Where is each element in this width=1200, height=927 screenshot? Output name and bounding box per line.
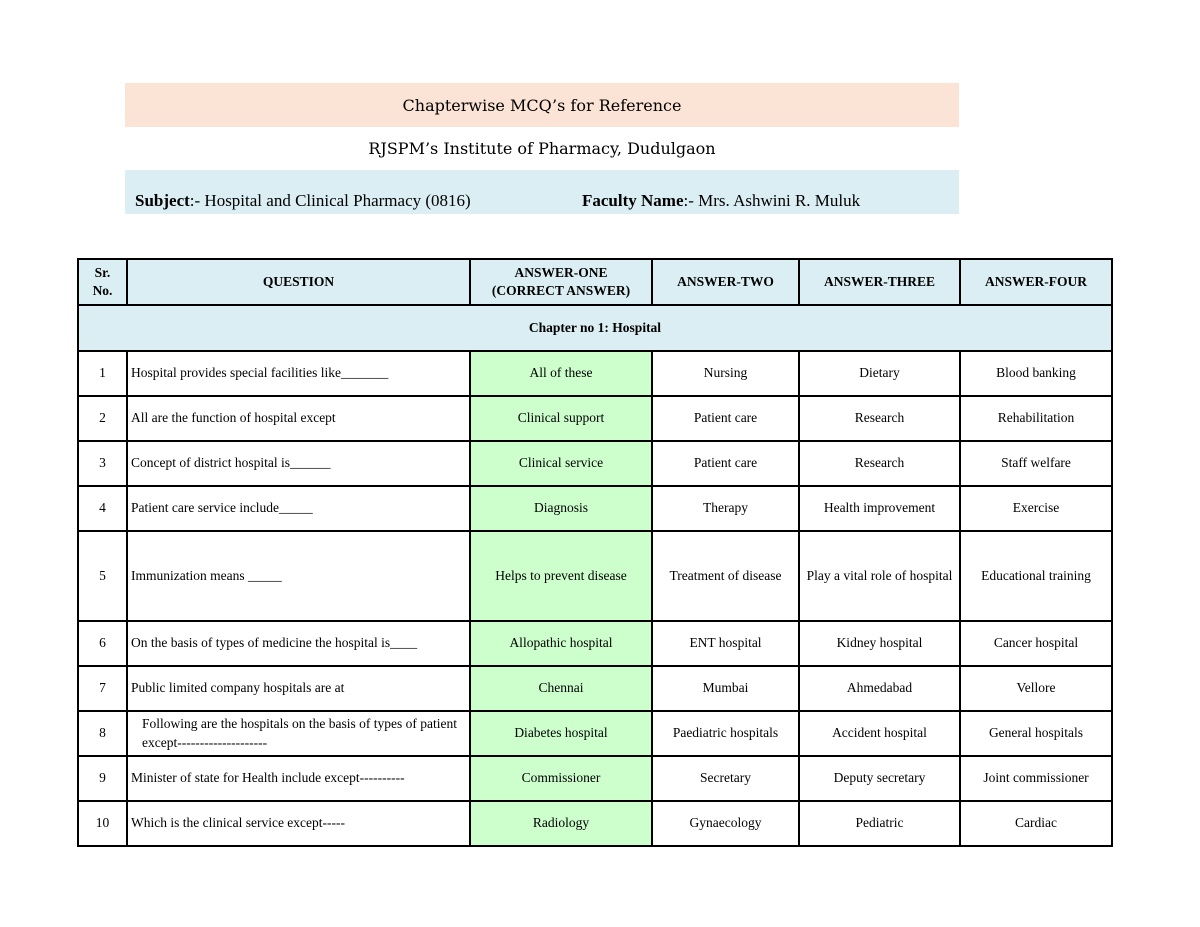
answer-three-cell: Health improvement: [799, 486, 960, 531]
answer-two-cell: Mumbai: [652, 666, 799, 711]
subject-line: [135, 191, 471, 211]
answer-four-cell: Rehabilitation: [960, 396, 1112, 441]
answer-four-cell: Joint commissioner: [960, 756, 1112, 801]
table-row: [78, 441, 1112, 486]
answer-three-cell: Dietary: [799, 351, 960, 396]
answer-two-cell: Treatment of disease: [652, 531, 799, 621]
correct-answer-cell: Diabetes hospital: [470, 711, 652, 756]
answer-two-cell: Therapy: [652, 486, 799, 531]
question-cell: Which is the clinical service except-----: [127, 801, 470, 846]
sr-cell: 10: [78, 801, 127, 846]
answer-four-cell: Exercise: [960, 486, 1112, 531]
question-cell: Concept of district hospital is______: [127, 441, 470, 486]
chapter-title: Chapter no 1: Hospital: [78, 305, 1112, 351]
answer-three-cell: Deputy secretary: [799, 756, 960, 801]
table-header-row: [78, 259, 1112, 305]
question-cell: Following are the hospitals on the basis of types of patient except--------------------: [127, 711, 470, 756]
table-row: [78, 486, 1112, 531]
col-header-sr: Sr. No.: [78, 259, 127, 305]
title-band: [125, 83, 959, 127]
answer-three-cell: Research: [799, 441, 960, 486]
question-cell: Patient care service include_____: [127, 486, 470, 531]
subject-label: Subject: [135, 191, 190, 210]
page-title: Chapterwise MCQ’s for Reference: [402, 95, 682, 115]
answer-two-cell: Paediatric hospitals: [652, 711, 799, 756]
answer-three-cell: Accident hospital: [799, 711, 960, 756]
sr-cell: 9: [78, 756, 127, 801]
faculty-line: [582, 191, 860, 211]
answer-two-cell: Gynaecology: [652, 801, 799, 846]
answer-three-cell: Kidney hospital: [799, 621, 960, 666]
subject-value: :- Hospital and Clinical Pharmacy (0816): [189, 191, 471, 210]
answer-four-cell: Cardiac: [960, 801, 1112, 846]
mcq-table: [77, 258, 1113, 847]
col-header-question: QUESTION: [127, 259, 470, 305]
sr-cell: 2: [78, 396, 127, 441]
table-row: [78, 801, 1112, 846]
sr-cell: 5: [78, 531, 127, 621]
institute-band: [125, 127, 959, 170]
answer-two-cell: Patient care: [652, 441, 799, 486]
answer-three-cell: Play a vital role of hospital: [799, 531, 960, 621]
correct-answer-cell: Radiology: [470, 801, 652, 846]
correct-answer-cell: Clinical service: [470, 441, 652, 486]
table-row: [78, 756, 1112, 801]
table-row: [78, 711, 1112, 756]
sr-cell: 8: [78, 711, 127, 756]
question-cell: Public limited company hospitals are at: [127, 666, 470, 711]
answer-four-cell: General hospitals: [960, 711, 1112, 756]
sr-cell: 1: [78, 351, 127, 396]
question-cell: All are the function of hospital except: [127, 396, 470, 441]
correct-answer-cell: Clinical support: [470, 396, 652, 441]
col-header-answer-one: ANSWER-ONE (CORRECT ANSWER): [470, 259, 652, 305]
answer-four-cell: Staff welfare: [960, 441, 1112, 486]
sr-cell: 3: [78, 441, 127, 486]
correct-answer-cell: Commissioner: [470, 756, 652, 801]
answer-two-cell: Patient care: [652, 396, 799, 441]
answer-four-cell: Blood banking: [960, 351, 1112, 396]
answer-three-cell: Pediatric: [799, 801, 960, 846]
answer-two-cell: ENT hospital: [652, 621, 799, 666]
table-row: [78, 351, 1112, 396]
correct-answer-cell: Chennai: [470, 666, 652, 711]
sr-cell: 4: [78, 486, 127, 531]
question-cell: Immunization means _____: [127, 531, 470, 621]
table-row: [78, 396, 1112, 441]
col-header-answer-four: ANSWER-FOUR: [960, 259, 1112, 305]
col-header-answer-three: ANSWER-THREE: [799, 259, 960, 305]
table-row: [78, 666, 1112, 711]
faculty-label: Faculty Name: [582, 191, 684, 210]
answer-four-cell: Vellore: [960, 666, 1112, 711]
chapter-row: [78, 305, 1112, 351]
table-row: [78, 531, 1112, 621]
question-cell: Minister of state for Health include except----------: [127, 756, 470, 801]
table-row: [78, 621, 1112, 666]
answer-two-cell: Secretary: [652, 756, 799, 801]
correct-answer-cell: Diagnosis: [470, 486, 652, 531]
sr-cell: 6: [78, 621, 127, 666]
correct-answer-cell: All of these: [470, 351, 652, 396]
answer-four-cell: Cancer hospital: [960, 621, 1112, 666]
correct-answer-cell: Helps to prevent disease: [470, 531, 652, 621]
faculty-value: :- Mrs. Ashwini R. Muluk: [683, 191, 861, 210]
sr-cell: 7: [78, 666, 127, 711]
question-cell: Hospital provides special facilities like_______: [127, 351, 470, 396]
correct-answer-cell: Allopathic hospital: [470, 621, 652, 666]
answer-four-cell: Educational training: [960, 531, 1112, 621]
institute-name: RJSPM’s Institute of Pharmacy, Dudulgaon: [368, 139, 716, 158]
col-header-answer-two: ANSWER-TWO: [652, 259, 799, 305]
subject-band: [125, 170, 959, 214]
answer-three-cell: Ahmedabad: [799, 666, 960, 711]
answer-two-cell: Nursing: [652, 351, 799, 396]
answer-three-cell: Research: [799, 396, 960, 441]
question-cell: On the basis of types of medicine the hospital is____: [127, 621, 470, 666]
